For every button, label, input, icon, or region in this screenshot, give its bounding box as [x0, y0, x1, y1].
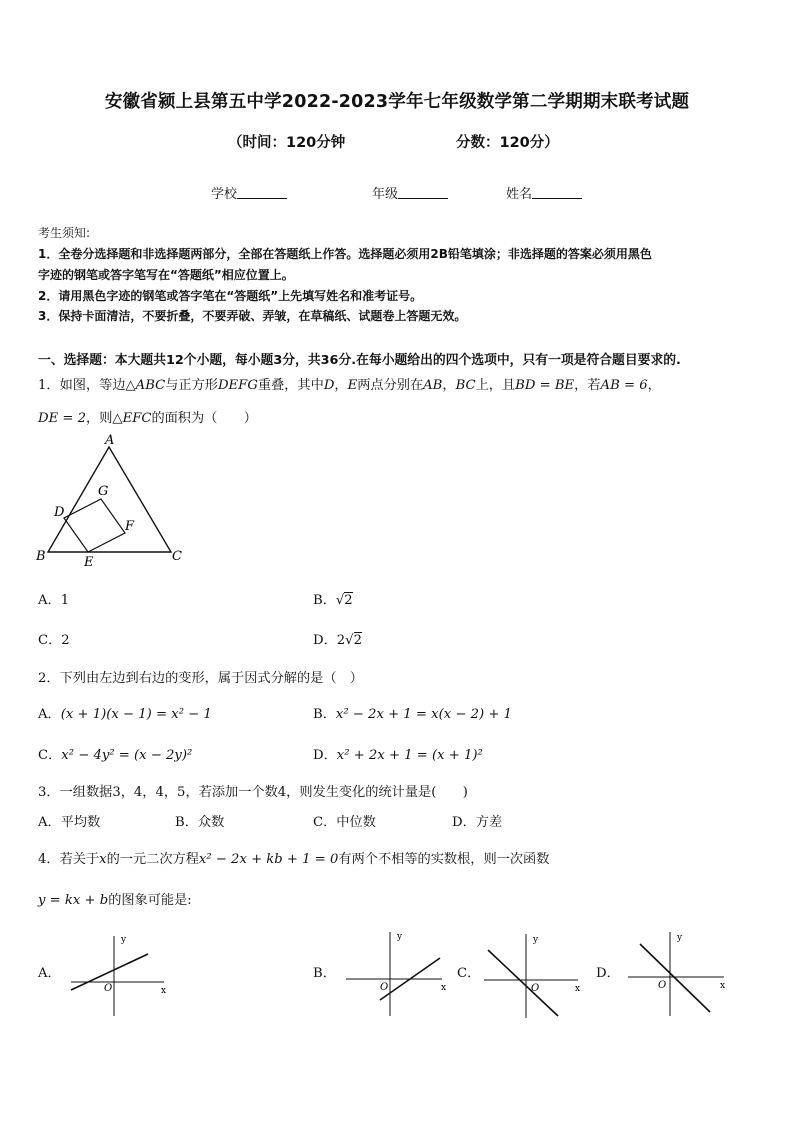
axis-y-label: y [677, 933, 683, 943]
q1-option-d[interactable] [313, 629, 362, 648]
sqrt-sign: √ [345, 633, 354, 648]
q1-text: ， [647, 378, 661, 393]
section-heading: 一、选择题：本大题共12个小题，每小题3分，共36分.在每小题给出的四个选项中，只有一项是符合题目要求的. [38, 353, 681, 368]
option-value: 1 [60, 593, 70, 608]
q1-efc: EFC [122, 411, 152, 426]
axis-y-label: y [121, 935, 127, 945]
school-blank [237, 185, 287, 199]
note-1b: 字迹的钢笔或答字笔写在“答题纸”相应位置上。 [38, 268, 294, 282]
exam-time: （时间：120分钟 [228, 135, 346, 151]
q1-bd-be: BD = BE [515, 378, 575, 393]
q1-text: 重叠，其中 [257, 378, 324, 393]
label-b: B [36, 549, 46, 564]
option-coef: 2 [336, 633, 346, 648]
q4-graph-d [624, 928, 736, 1020]
axis-y-label: y [533, 935, 539, 945]
q1-abc: ABC [135, 378, 166, 393]
q4-x: x [99, 852, 107, 867]
q2-option-d[interactable] [313, 744, 483, 763]
grade-label: 年级 [372, 187, 399, 202]
q1-text: ，则△ [86, 411, 123, 426]
q4-option-a[interactable]: A． [38, 966, 61, 981]
q3-option-a[interactable]: A．平均数 [38, 815, 101, 830]
q1-option-c[interactable] [38, 629, 70, 648]
option-letter: C． [38, 633, 62, 648]
label-c: C [172, 549, 182, 564]
q2-stem: 2．下列由左边到右边的变形，属于因式分解的是（ ） [38, 671, 363, 686]
origin-label: O [380, 982, 389, 993]
option-letter: D． [313, 748, 337, 763]
q1-text: 两点分别在 [357, 378, 424, 393]
option-letter: D． [313, 633, 337, 648]
q4-graph-a [66, 930, 176, 1020]
axis-x-label: x [720, 981, 726, 991]
q4-equation: x² − 2x + kb + 1 = 0 [198, 852, 339, 867]
option-expr: (x + 1)(x − 1) = x² − 1 [60, 707, 212, 722]
q1-text: 的面积为（ ） [151, 411, 257, 426]
name-blank [532, 185, 582, 199]
label-a: A [105, 433, 115, 448]
q4-text: 有两个不相等的实数根，则一次函数 [338, 852, 550, 867]
notes-heading: 考生须知: [38, 226, 91, 240]
q1-option-b[interactable] [313, 589, 353, 608]
origin-label: O [531, 983, 540, 994]
q4-text: 的图象可能是: [108, 893, 192, 908]
school-field [211, 183, 287, 202]
q1-text: 1．如图，等边△ [38, 378, 136, 393]
label-d: D [54, 505, 65, 520]
q3-option-c[interactable]: C．中位数 [313, 815, 376, 830]
q3-stem: 3．一组数据3，4，4，5，若添加一个数4，则发生变化的统计量是( ) [38, 785, 468, 800]
q4-stem [38, 848, 549, 867]
q1-ab-6: AB = 6 [600, 378, 648, 393]
q2-option-b[interactable] [313, 703, 512, 722]
q4-option-c[interactable]: C． [457, 966, 481, 981]
option-letter: A． [38, 593, 61, 608]
note-2: 2．请用黑色字迹的钢笔或答字笔在“答题纸”上先填写姓名和准考证号。 [38, 289, 423, 303]
grade-blank [398, 185, 448, 199]
note-1a: 1．全卷分选择题和非选择题两部分，全部在答题纸上作答。选择题必须用2B铅笔填涂；非选择题的答案必须用黑色 [38, 247, 652, 261]
q4-graph-c [480, 930, 590, 1022]
school-label: 学校 [211, 187, 238, 202]
q2-option-a[interactable] [38, 703, 212, 722]
axis-x-label: x [441, 983, 447, 993]
q1-text: 上，且 [475, 378, 516, 393]
axis-y-label: y [397, 932, 403, 942]
q4-text: 4．若关于 [38, 852, 100, 867]
q1-ab: AB [423, 378, 443, 393]
q1-stem-line2 [38, 407, 257, 426]
q2-option-c[interactable] [38, 744, 192, 763]
axis-x-label: x [161, 986, 167, 996]
exam-score: 分数：120分） [456, 135, 559, 151]
option-value: 2 [353, 633, 362, 648]
origin-label: O [658, 980, 667, 991]
q1-text: ，若 [574, 378, 601, 393]
q1-option-a[interactable] [38, 589, 69, 608]
origin-label: O [104, 983, 113, 994]
q4-text: 的一元二次方程 [106, 852, 199, 867]
axis-x-label: x [575, 984, 581, 994]
q4-linear-function: y = kx + b [38, 893, 109, 908]
option-letter: C． [38, 748, 62, 763]
q1-text: ， [442, 378, 456, 393]
option-letter: A． [38, 707, 61, 722]
grade-field [372, 183, 448, 202]
q1-bc: BC [455, 378, 476, 393]
sqrt-sign: √ [335, 593, 345, 608]
option-expr: x² + 2x + 1 = (x + 1)² [336, 748, 483, 763]
name-label: 姓名 [506, 187, 533, 202]
option-expr: x² − 2x + 1 = x(x − 2) + 1 [335, 707, 512, 722]
q4-option-b[interactable]: B． [313, 966, 336, 981]
q1-e: E [347, 378, 358, 393]
name-field [506, 183, 582, 202]
q1-triangle-figure [30, 430, 200, 570]
option-expr: x² − 4y² = (x − 2y)² [61, 748, 193, 763]
q1-text: 与正方形 [165, 378, 218, 393]
q4-graph-b [340, 928, 455, 1020]
q3-option-d[interactable]: D．方差 [452, 815, 503, 830]
q1-defg: DEFG [217, 378, 258, 393]
q1-text: ， [334, 378, 348, 393]
option-value: 2 [344, 593, 353, 608]
q1-d: D [323, 378, 335, 393]
q3-option-b[interactable]: B．众数 [175, 815, 225, 830]
page-title: 安徽省颍上县第五中学2022-2023学年七年级数学第二学期期末联考试题 [104, 92, 690, 112]
q1-stem [38, 374, 661, 393]
q1-de: DE = 2 [38, 411, 87, 426]
option-value: 2 [61, 633, 70, 648]
q4-stem-line2 [38, 889, 192, 908]
label-g: G [98, 484, 109, 499]
note-3: 3．保持卡面清洁，不要折叠，不要弄破、弄皱，在草稿纸、试题卷上答题无效。 [38, 309, 467, 323]
q4-option-d[interactable]: D． [596, 966, 620, 981]
label-f: F [125, 519, 135, 534]
option-letter: B． [313, 593, 336, 608]
option-letter: B． [313, 707, 336, 722]
label-e: E [84, 555, 94, 570]
